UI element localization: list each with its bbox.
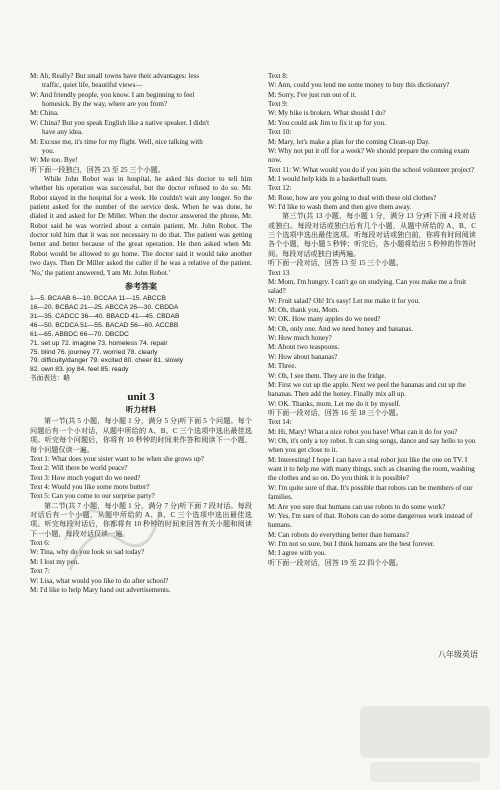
text-line: W: I'd like to wash them and then give them away. <box>268 203 412 212</box>
answer-line: 1—5. BCAAB 6—10. BCCAA 11—15. ABCCB <box>30 295 166 303</box>
answer-line: 16—20. BCBAC 21—25. ABCCA 26—30. CBDDA <box>30 304 179 312</box>
answer-line: 31—35. CADCC 36—40. BBACD 41—45. CBDAB <box>30 313 180 321</box>
text-line: M: Oh, only one. And we need honey and bananas. <box>268 324 413 333</box>
text-line: Text 6: <box>30 539 50 548</box>
answer-line: 46—50. BCDCA 51—55. BACAD 56—60. ACCBB <box>30 321 179 329</box>
text-line: W: How about bananas? <box>268 352 338 361</box>
text-line: Text 12: <box>268 184 292 193</box>
page-footer: 八年级英语 <box>438 650 478 659</box>
answer-line: 61—65. ABBDC 66—70. DBCDC <box>30 330 129 338</box>
text-line: M: Can robots do everything better than humans? <box>268 530 409 539</box>
answer-line: 71. set up 72. imagine 73. homeless 74. repair <box>30 339 168 347</box>
text-line: M: I lost my pen. <box>30 557 80 566</box>
text-line: Text 2: Will there be world peace? <box>30 464 128 473</box>
text-line: W: Yes, I'm sure of that. Robots can do some dangerous work instead of humans. <box>268 511 473 530</box>
text-line: W: Oh, it's only a toy robot. It can sing songs, dance and say hello to you when you get close to it. <box>268 437 476 455</box>
passage-text: While John Robot was in hospital, he asked his doctor to tell him whether his operation was successful, but the doctor refused to do so. Mr. Robot stayed in the hospital for a week. He couldn't wait any longer. So the patient asked for the number of the service desk. When he was done, he dialed it and asked for Dr Miller. When the doctor answered the phone, Mr. Robot said he was worried about a certain patient, Mr. John Robot. The doctor told him that it was not necessary to do that. The patient was getting better and better because of the great operation. He then asked when Mr. Robot would be allowed to go home. The doctor said it would take another two days. Then Dr Miller asked the caller if he was a relative of the patient. 'No,' the patient answered, 'I am Mr. John Robot.' <box>30 174 252 277</box>
dialogue-top <box>30 72 252 175</box>
text-line: have any idea. <box>42 128 83 137</box>
text-line: Text 1: What does your sister want to be when she grows up? <box>30 454 204 463</box>
text-line: Text 7: <box>30 567 50 576</box>
text-line: Text 14: <box>268 418 292 427</box>
text-line: you. <box>42 146 55 155</box>
text-line: M: I would help kids in a basketball team. <box>268 174 388 183</box>
text-line: M: First we cut up the apple. Next we peel the bananas and cut up the bananas. Then add the honey. Finally mix all up. <box>268 380 466 399</box>
text-line: W: Tina, why do you look so sad today? <box>30 548 145 557</box>
instruction-line: 第三节(共 13 小题，每小题 1 分，满分 13 分)听下面 4 段对话或独白。每段对话或独白后有几个小题，从题中所给的 A、B、C 三个选项中选出最佳选项。听每段对话或独白前，你将有时间阅读各个小题，每小题 5 秒钟；听完后，各小题将给出 5 秒钟的作答时间。每段对话或独白读两遍。 <box>268 212 476 258</box>
text-line: M: Three. <box>268 362 297 371</box>
text-line: M: Mary, let's make a plan for the coming Clean-up Day. <box>268 137 430 146</box>
text-line: W: How much honey? <box>268 334 332 343</box>
text-line: W: And friendly people, you know. I am beginning to feel <box>30 90 195 99</box>
text-line: W: Fruit salad? Oh! It's easy! Let me make it for you. <box>268 296 420 305</box>
text-line: Text 5: Can you come to our surprise party? <box>30 492 155 501</box>
answer-line: 79. difficulty/danger 79. excited 80. cheer 81. slowly <box>30 357 184 365</box>
text-line: M: I'd like to help Mary hand out advertisements. <box>30 585 171 594</box>
unit-title: unit 3 <box>127 390 155 403</box>
text-line: M: China. <box>30 109 59 118</box>
text-line: Text 11: W: What would you do if you join the school volunteer project? <box>268 165 475 174</box>
text-line: M: Hi, Mary! What a nice robot you have! What can it do for you? <box>268 427 458 436</box>
text-line: traffic, quiet life, beautiful views— <box>42 81 143 90</box>
text-line: M: Rose, how are you going to deal with these old clothes? <box>268 193 437 202</box>
right-column <box>268 72 476 568</box>
answer-key <box>30 295 252 383</box>
text-line: M: You could ask Jim to fix it up for you. <box>268 118 386 127</box>
text-line: W: Why not put it off for a week? We should prepare the coming exam now. <box>268 146 470 165</box>
answer-line: 75. blind 76. journey 77. worried 78. clearly <box>30 348 158 356</box>
text-line: W: My bike is broken. What should I do? <box>268 109 386 118</box>
logo-watermark <box>350 700 500 790</box>
text-line: W: Me too. Bye! <box>30 156 78 165</box>
text-line: 听下面一段对话，回答 19 至 22 四个小题。 <box>268 558 403 567</box>
text-line: W: China? But you speak English like a native speaker. I didn't <box>30 118 210 127</box>
text-line: M: Ah, Really? But small towns have their advantages: less <box>30 72 200 80</box>
instruction-line: 第一节(共 5 小题，每小题 1 分，满分 5 分)听下面 5 个问题。每个问题后有一个小对话，从题中所给的 A、B、C 三个选项中选出最佳选项。听完每个问题后，你将有 10 秒钟的时间来作答和阅读下一小题，每个问题仅读一遍。 <box>30 417 252 454</box>
text-line: W: Ann, could you lend me some money to buy this dictionary? <box>268 81 450 90</box>
text-line: W: Lisa, what would you like to do after school? <box>30 576 169 585</box>
text-line: Text 13 <box>268 268 290 277</box>
text-line: M: Interesting! I hope I can have a real robot just like the one on TV. I want it to help me with many things, such as cleaning the room, washing the clothes and so on. Do you think it is possible? <box>268 455 475 483</box>
text-line: W: I'm quite sure of that. It's possible that robots can be members of our families. <box>268 483 473 502</box>
text-line: Text 4: Would you like some more butter? <box>30 482 150 491</box>
text-line: W: Oh, I see them. They are in the fridge. <box>268 371 387 380</box>
instruction-line: 听下面一段对话，回答 16 至 18 三个小题。 <box>268 408 403 417</box>
text-line: Text 10: <box>268 128 292 137</box>
listening-title: 听力材料 <box>125 405 157 415</box>
text-line: W: OK. Thanks, mom. Let me do it by myself. <box>268 399 401 408</box>
text-line: M: Sorry, I've just run out of it. <box>268 90 357 99</box>
watermark-graphic <box>50 480 170 600</box>
text-line: W: OK. How many apples do we need? <box>268 315 381 324</box>
text-line: M: Oh, thank you, Mom. <box>268 305 340 314</box>
instruction-line: 听下面一段对话，回答 13 至 15 三个小题。 <box>268 259 403 268</box>
answers-title: 参考答案 <box>125 281 157 291</box>
text-line: M: Are you sure that humans can use robots to do some work? <box>268 502 446 511</box>
instruction-line: 听下面一段独白，回答 23 至 25 三个小题。 <box>30 165 165 174</box>
text-line: Text 9: <box>268 100 288 109</box>
text-line: Text 8: <box>268 72 288 80</box>
answer-line: 书面表达：略 <box>30 375 71 383</box>
text-line: homesick. By the way, where are you from? <box>42 100 168 109</box>
text-line: Text 3: How much yogurt do we need? <box>30 473 141 482</box>
answer-line: 82. own 83. joy 84. feel 85. ready <box>30 366 129 374</box>
text-line: M: About two teaspoons. <box>268 343 340 352</box>
text-line: W: I'm not so sure, but I think humans are the best forever. <box>268 539 435 548</box>
instruction-line: 第二节(共 7 小题，每小题 1 分，满分 7 分)听下面 7 段对话。每段对话后有一个小题，从题中所给的 A、B、C 三个选项中选出最佳选项。听完每段对话后，你都将有 10 秒钟的时间来回答有关小题和阅读下一小题，每段对话仅读一遍。 <box>30 501 252 538</box>
instruction-line: M: I agree with you. <box>268 549 327 558</box>
text-line: M: Excuse me, it's time for my flight. Well, nice talking with <box>30 137 203 146</box>
text-line: M: Mom, I'm hungry. I can't go on studying. Can you make me a fruit salad? <box>268 277 467 296</box>
